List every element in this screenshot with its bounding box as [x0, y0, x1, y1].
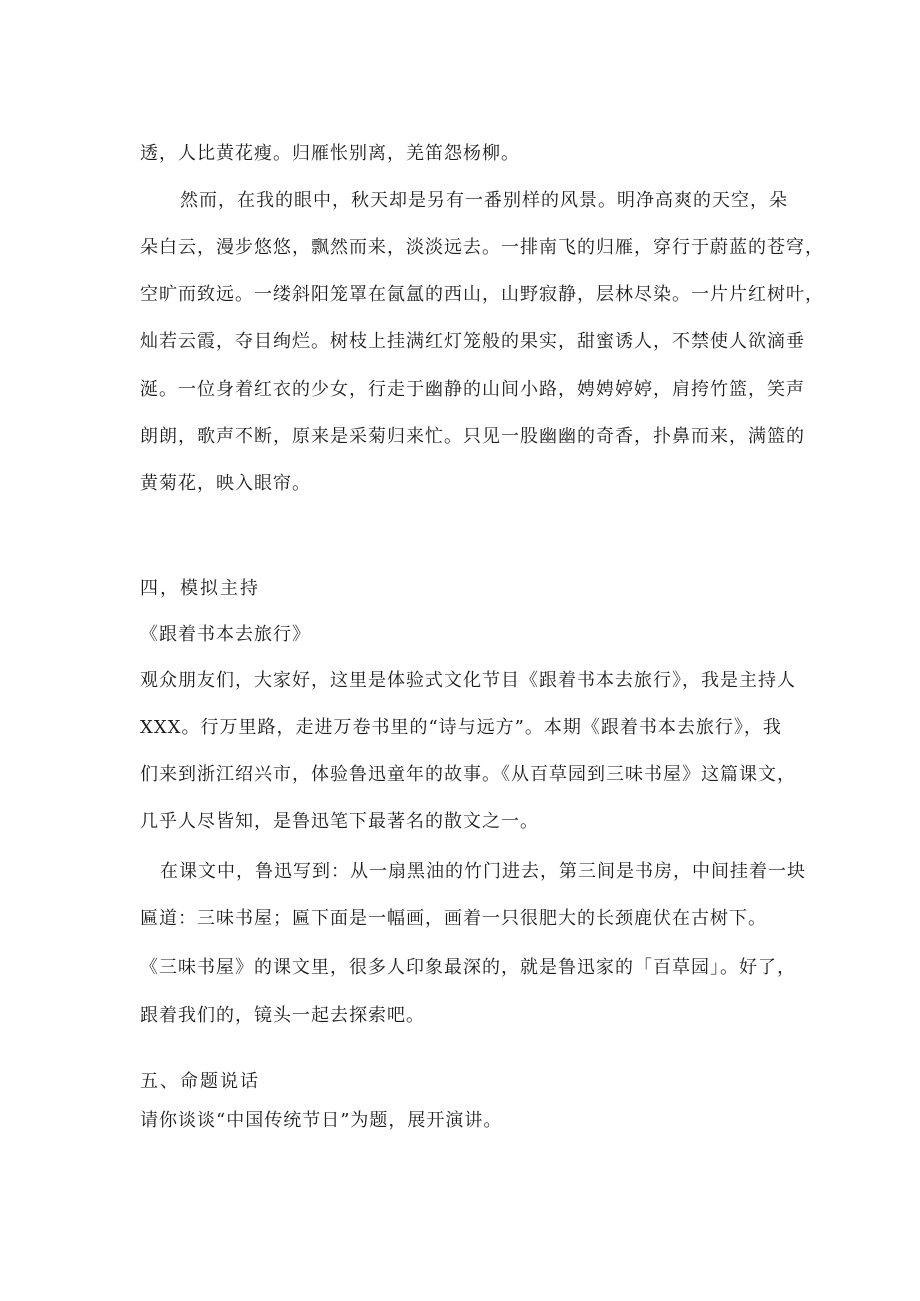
section-4-heading: 四，模拟主持: [140, 578, 260, 599]
host-paragraph-line-4: 几乎人尽皆知，是鲁迅笔下最著名的散文之一。: [140, 811, 539, 832]
autumn-paragraph-line-6: 朗朗，歌声不断，原来是采菊归来忙。只见一股幽幽的奇香，扑鼻而来，满篮的: [140, 426, 805, 447]
text-paragraph-line-2: 匾道：三味书屋；匾下面是一幅画，画着一只很肥大的长颈鹿伏在古树下。: [140, 908, 767, 929]
text-paragraph-line-4: 跟着我们的，镜头一起去探索吧。: [140, 1005, 425, 1026]
autumn-paragraph-line-7: 黄菊花，映入眼帘。: [140, 473, 311, 494]
host-paragraph-line-2: XXX。行万里路，走进万卷书里的“诗与远方”。本期《跟着书本去旅行》，我: [140, 717, 782, 738]
autumn-paragraph-line-4: 灿若云霞，夺目绚烂。树枝上挂满红灯笼般的果实，甜蜜诱人，不禁使人欲滴垂: [140, 331, 805, 352]
text-paragraph-line-1: 在课文中，鲁迅写到：从一扇黑油的竹门进去，第三间是书房，中间挂着一块: [160, 861, 806, 882]
autumn-paragraph-line-5: 涎。一位身着红衣的少女，行走于幽静的山间小路，娉娉婷婷，肩挎竹篮，笑声: [140, 379, 805, 400]
autumn-paragraph-line-2: 朵白云，漫步悠悠，飘然而来，淡淡远去。一排南飞的归雁，穿行于蔚蓝的苍穹，: [140, 237, 824, 258]
text-paragraph-line-3: 《三味书屋》的课文里，很多人印象最深的，就是鲁迅家的「百草园」。好了，: [140, 957, 796, 978]
autumn-paragraph-line-1: 然而，在我的眼中，秋天却是另有一番别样的风景。明净高爽的天空，朵: [180, 190, 788, 211]
section-5-heading: 五、命题说话: [140, 1071, 260, 1092]
host-paragraph-line-1: 观众朋友们，大家好，这里是体验式文化节目《跟着书本去旅行》，我是主持人: [140, 670, 796, 691]
autumn-paragraph-line-3: 空旷而致远。一缕斜阳笼罩在氤氲的西山，山野寂静，层林尽染。一片片红树叶，: [140, 284, 824, 305]
program-title: 《跟着书本去旅行》: [140, 624, 311, 645]
section-5-prompt: 请你谈谈“中国传统节日”为题，展开演讲。: [140, 1110, 503, 1131]
poem-tail-line: 透，人比黄花瘦。归雁怅别离，羌笛怨杨柳。: [140, 143, 520, 164]
host-paragraph-line-3: 们来到浙江绍兴市，体验鲁迅童年的故事。《从百草园到三味书屋》这篇课文，: [140, 764, 796, 785]
